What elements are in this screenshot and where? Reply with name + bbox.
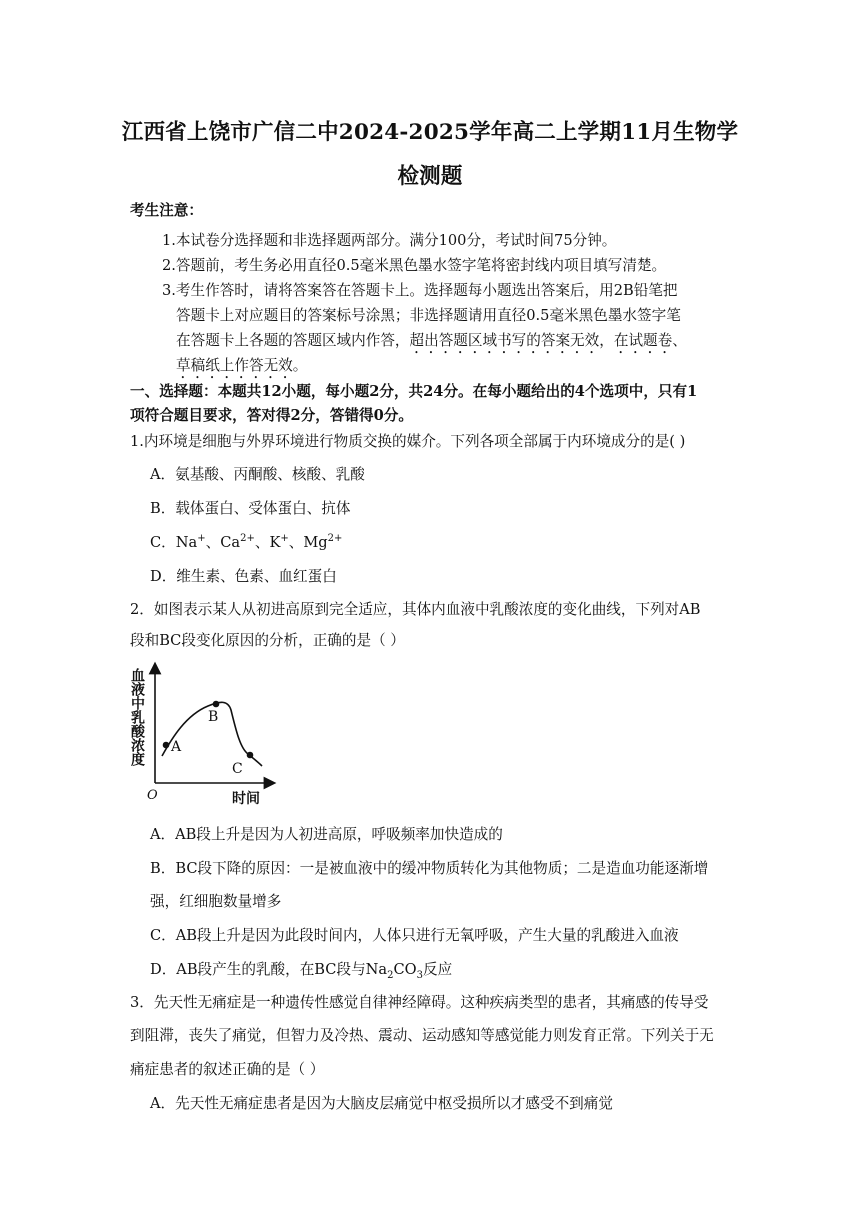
q1-c-text-4: 、Mg [288,534,328,551]
q1-c-sup-2: 2+ [240,533,255,545]
q2-d-text-3: 反应 [423,961,453,978]
point-b-dot [213,701,220,708]
q1-option-b: B．载体蛋白、受体蛋白、抗体 [150,500,351,517]
q1-option-c [150,531,342,552]
q1-option-a: A．氨基酸、丙酮酸、核酸、乳酸 [150,466,365,483]
section1-line2: 项符合题目要求，答对得2分，答错得0分。 [130,407,413,424]
q2-stem-line2: 段和BC段变化原因的分析，正确的是（ ） [130,632,405,649]
q2-option-b-line1: B．BC段下降的原因：一是被血液中的缓冲物质转化为其他物质；二是造血功能逐渐增 [150,860,709,877]
q1-c-sup-1: + [197,533,206,545]
notice-item-1: 1.本试卷分选择题和非选择题两部分。满分100分，考试时间75分钟。 [162,232,617,249]
notice-item-3-line1: 3.考生作答时，请将答案答在答题卡上。选择题每小题选出答案后，用2B铅笔把 [162,282,678,299]
q2-d-sub-2: 3 [416,969,424,981]
q3-option-a: A．先天性无痛症患者是因为大脑皮层痛觉中枢受损所以才感受不到痛觉 [150,1095,613,1112]
notice-item-3-line4-emphasis: 草稿纸上作答无效 [176,357,293,374]
x-axis-label: 时间 [232,791,260,807]
y-axis-label: 血液中乳酸浓度 [129,668,145,766]
point-a-dot [163,742,170,749]
point-a-label: A [171,739,182,755]
q2-option-c: C．AB段上升是因为此段时间内，人体只进行无氧呼吸，产生大量的乳酸进入血液 [150,927,679,944]
q2-option-b-line2: 强，红细胞数量增多 [150,893,282,910]
notice-item-2: 2.答题前，考生务必用直径0.5毫米黑色墨水签字笔将密封线内项目填写清楚。 [162,257,667,274]
notice-item-3-line3-plain: 在答题卡上各题的答题区域内作答， [176,332,410,349]
point-c-label: C [232,761,243,777]
point-b-label: B [208,709,219,725]
point-c-dot [247,752,254,759]
doc-title-line1: 江西省上饶市广信二中2024-2025学年高二上学期11月生物学 [121,120,739,145]
q2-option-d [150,958,452,979]
q2-stem-line1: 2．如图表示某人从初进高原到完全适应，其体内血液中乳酸浓度的变化曲线，下列对AB [130,601,701,618]
notice-item-3-line4-end: 。 [292,357,308,374]
q1-c-text-3: 、K [254,534,281,551]
origin-label: O [147,788,158,803]
notice-item-3-line4 [176,354,307,382]
notice-heading: 考生注意： [130,202,203,219]
q2-option-a: A．AB段上升是因为人初进高原，呼吸频率加快造成的 [150,826,503,843]
lactate-curve-svg [128,660,278,808]
q3-stem-line2: 到阻滞，丧失了痛觉，但智力及冷热、震动、运动感知等感觉能力则发育正常。下列关于无 [130,1027,714,1044]
notice-item-3-line2: 答题卡上对应题目的答案标号涂黑；非选择题请用直径0.5毫米黑色墨水签字笔 [176,307,681,324]
q1-stem: 1.内环境是细胞与外界环境进行物质交换的媒介。下列各项全部属于内环境成分的是( ) [130,433,686,450]
lactate-curve-figure [128,660,278,808]
q1-c-sup-3: + [280,533,289,545]
q1-c-text-2: 、Ca [205,534,241,551]
q2-d-sub-1: 2 [387,969,394,981]
q1-option-d: D．维生素、色素、血红蛋白 [150,568,337,585]
section1-line1: 一、选择题：本题共12小题，每小题2分，共24分。在每小题给出的4个选项中，只有1 [130,383,698,400]
notice-item-3-line3-comma: ， [599,332,614,349]
notice-item-3-line3 [176,329,687,357]
notice-item-3-line3-emphasis2: 在试题卷、 [613,332,687,349]
q3-stem-line3: 痛症患者的叙述正确的是（ ） [130,1061,325,1078]
q2-d-text-1: D．AB段产生的乳酸，在BC段与Na [150,961,388,978]
notice-item-3-line3-emphasis: 超出答题区域书写的答案无效 [409,332,600,349]
q1-c-sup-4: 2+ [327,533,343,545]
q1-c-text-1: C．Na [150,534,198,551]
q2-d-text-2: CO [393,961,417,978]
doc-title-line2: 检测题 [397,164,463,189]
q3-stem-line1: 3．先天性无痛症是一种遗传性感觉自律神经障碍。这种疾病类型的患者，其痛感的传导受 [130,994,709,1011]
